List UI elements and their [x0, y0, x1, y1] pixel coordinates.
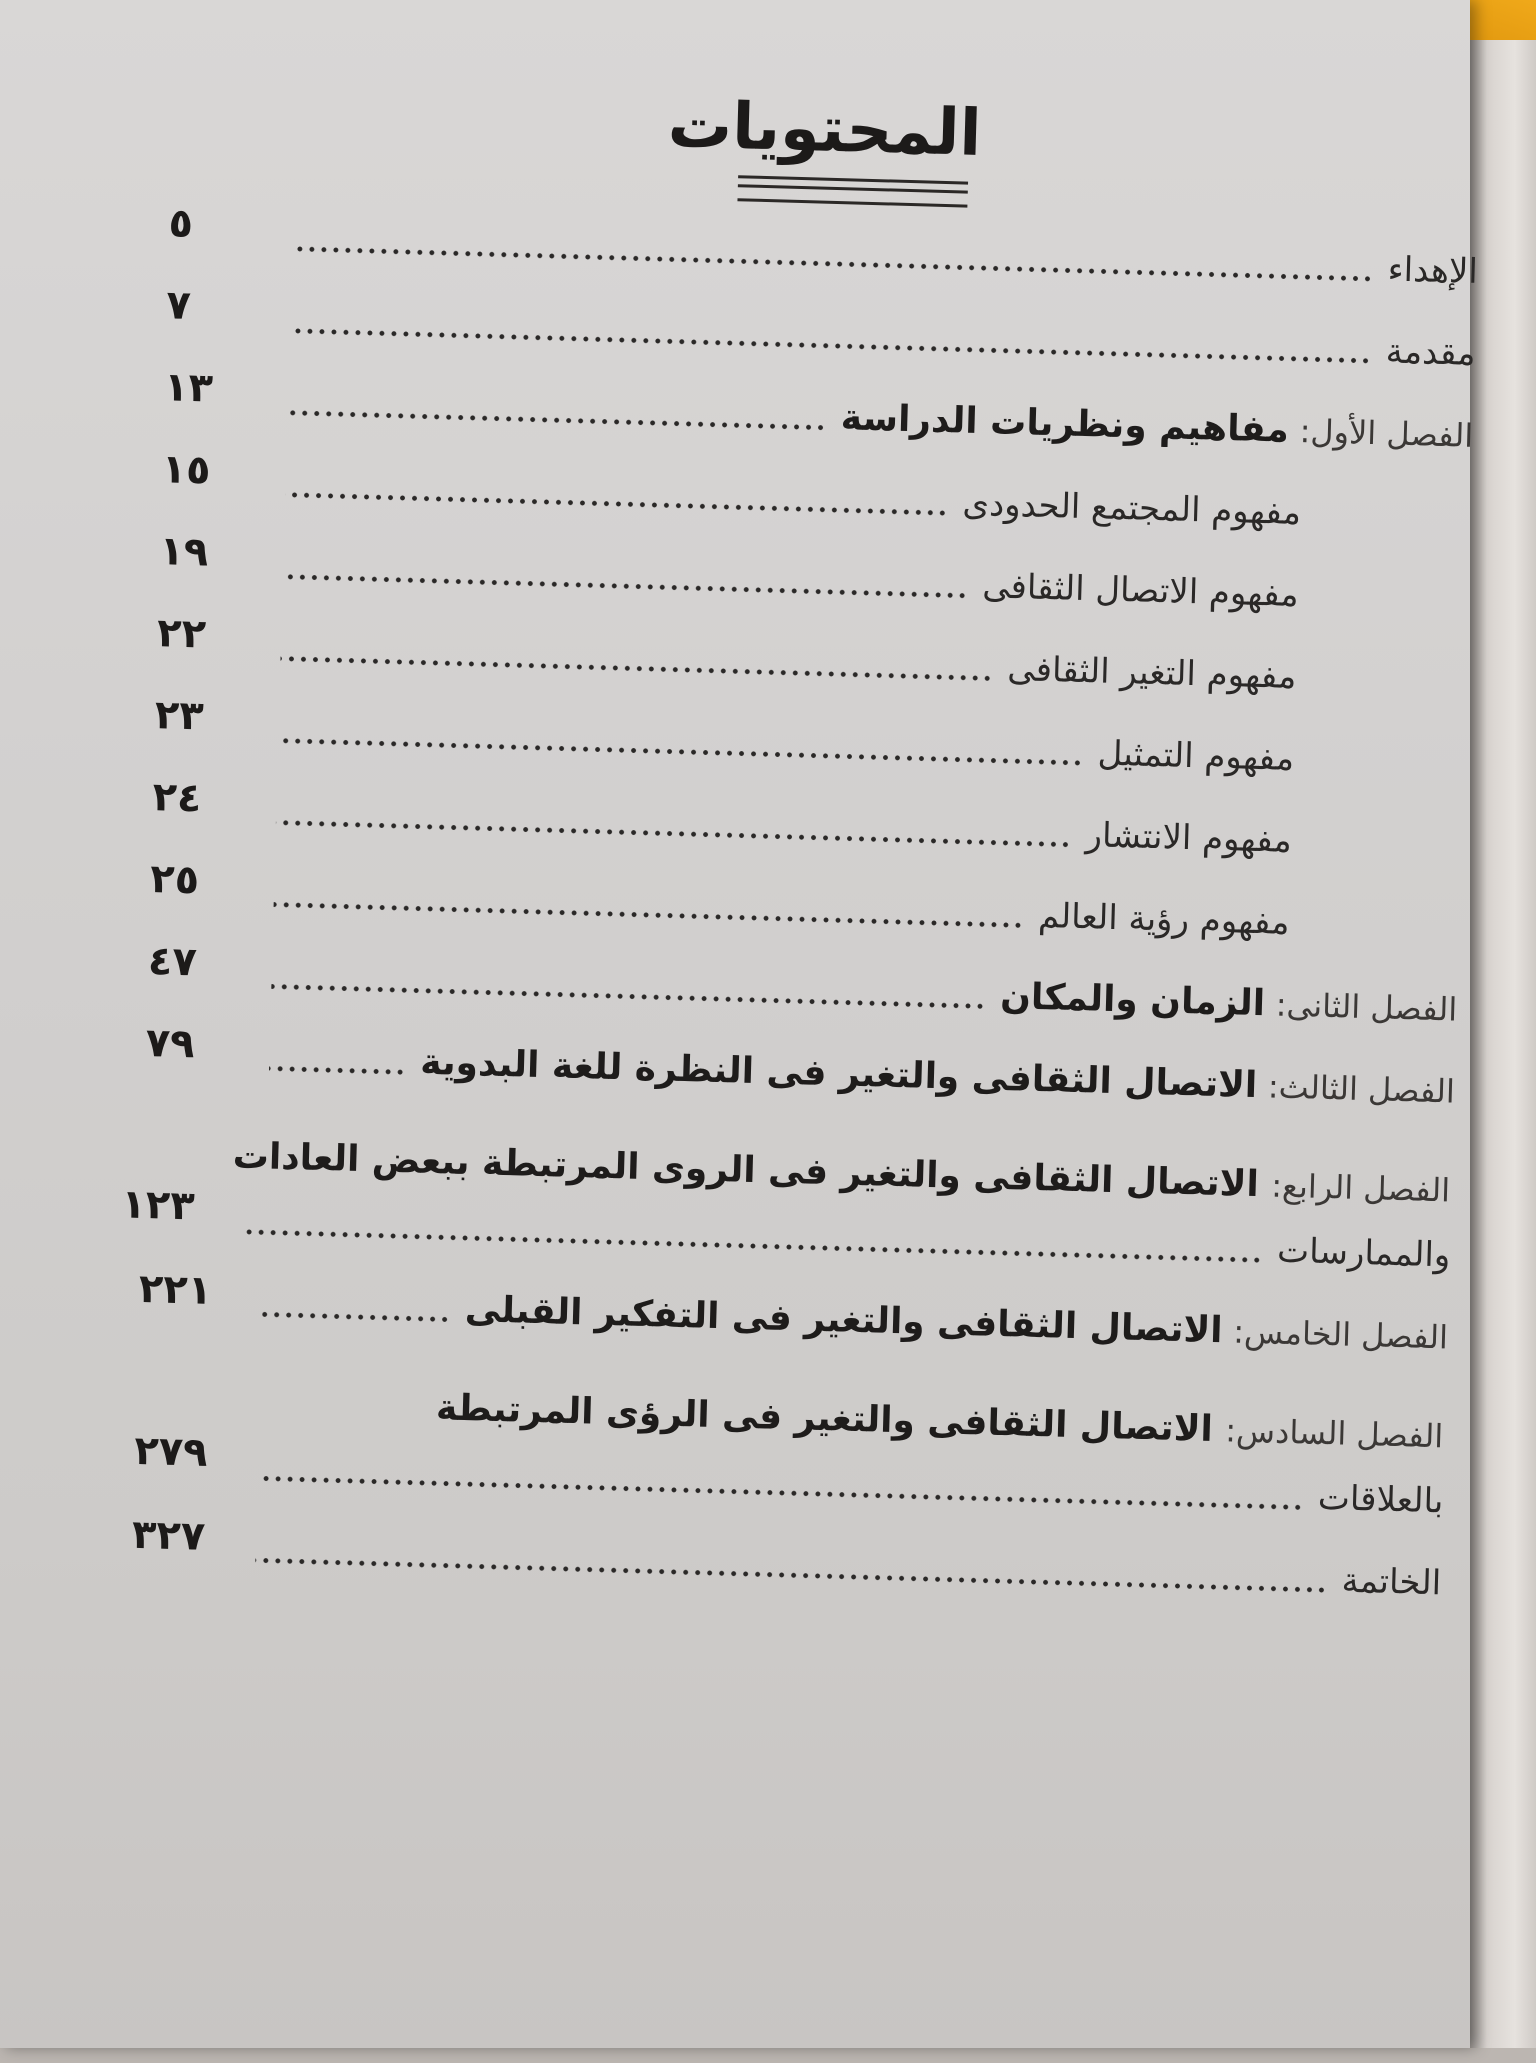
entry-text: مفاهيم ونظريات الدراسة	[840, 397, 1290, 451]
dot-leader	[280, 655, 993, 683]
dot-leader	[245, 1228, 1263, 1264]
dot-leader	[283, 573, 969, 600]
entry-label	[1341, 1551, 1442, 1614]
page-number: ٢٤	[151, 774, 203, 822]
entry-text: مفهوم المجتمع الحدودى	[962, 483, 1302, 534]
entry-label	[962, 474, 1472, 548]
dot-leader	[269, 1064, 406, 1076]
entry-text: مفهوم رؤية العالم	[1037, 895, 1291, 943]
entry-label	[1007, 639, 1468, 712]
page-number: ٣٢٧	[131, 1511, 206, 1560]
entry-text: مقدمة	[1385, 331, 1477, 374]
page-number: ٢٥	[149, 856, 200, 904]
page-number: ٢٢١	[138, 1265, 213, 1314]
chapter-number: الفصل الثالث:	[1267, 1067, 1456, 1111]
entry-label	[840, 388, 1474, 466]
page-number: ١٥	[161, 446, 212, 494]
entry-label	[1387, 239, 1479, 301]
dot-leader	[262, 1310, 451, 1323]
entry-text: الاتصال الثقافى والتغير فى الرؤى المرتبطة	[435, 1387, 1214, 1450]
chapter-number: الفصل الرابع:	[1270, 1166, 1451, 1210]
entry-text: الإهداء	[1387, 249, 1479, 292]
dot-leader	[285, 491, 948, 518]
entry-continuation: والممارسات	[1276, 1230, 1451, 1276]
entry-label	[982, 556, 1470, 630]
page-number: ٢٣	[154, 692, 205, 740]
dot-leader	[257, 1474, 1303, 1511]
dot-leader	[287, 409, 826, 432]
chapter-number: الفصل الأول:	[1299, 411, 1474, 455]
page-number: ٥	[167, 200, 194, 247]
table-of-contents	[120, 189, 1479, 1619]
dot-leader	[271, 982, 986, 1010]
page-number: ١٩	[158, 528, 209, 576]
page-number: ٧٩	[145, 1020, 196, 1068]
page-number: ١٢٣	[120, 1181, 196, 1230]
entry-label	[1037, 886, 1460, 958]
entry-label	[999, 967, 1458, 1040]
page-number: ٢٧٩	[133, 1427, 209, 1476]
entry-continuation: بالعلاقات	[1317, 1477, 1444, 1522]
entry-text: الخاتمة	[1341, 1560, 1442, 1604]
dot-leader	[276, 819, 1072, 849]
entry-text: الاتصال الثقافى والتغير فى الروى المرتبطة ببعض العادات	[232, 1135, 1260, 1206]
dot-leader	[290, 327, 1372, 365]
entry-label	[1085, 805, 1463, 875]
chapter-number: الفصل الثانى:	[1275, 985, 1458, 1029]
entry-text: مفهوم الانتشار	[1085, 815, 1293, 861]
page-number: ١٣	[163, 364, 214, 412]
entry-label	[1097, 723, 1465, 793]
dot-leader	[278, 737, 1083, 767]
entry-text: مفهوم الاتصال الثقافى	[981, 566, 1300, 616]
dot-leader	[292, 245, 1374, 283]
entry-label	[1385, 321, 1476, 383]
entry-text: الاتصال الثقافى والتغير فى النظرة للغة البدوية	[419, 1041, 1258, 1107]
chapter-number: الفصل السادس:	[1224, 1411, 1444, 1456]
title-underline	[737, 175, 968, 207]
entry-text: مفهوم التمثيل	[1097, 733, 1295, 779]
page-title: المحتويات	[666, 88, 983, 171]
page-number: ٧	[165, 282, 192, 329]
entry-text: مفهوم التغير الثقافى	[1006, 648, 1297, 697]
dot-leader	[255, 1556, 1327, 1594]
chapter-number: الفصل الخامس:	[1232, 1312, 1449, 1357]
dot-leader	[274, 901, 1025, 930]
page-number: ٢٢	[156, 610, 207, 658]
entry-text: الزمان والمكان	[999, 975, 1266, 1025]
page-number: ٤٧	[147, 938, 198, 986]
entry-text: الاتصال الثقافى والتغير فى التفكير القبلى	[464, 1289, 1224, 1352]
